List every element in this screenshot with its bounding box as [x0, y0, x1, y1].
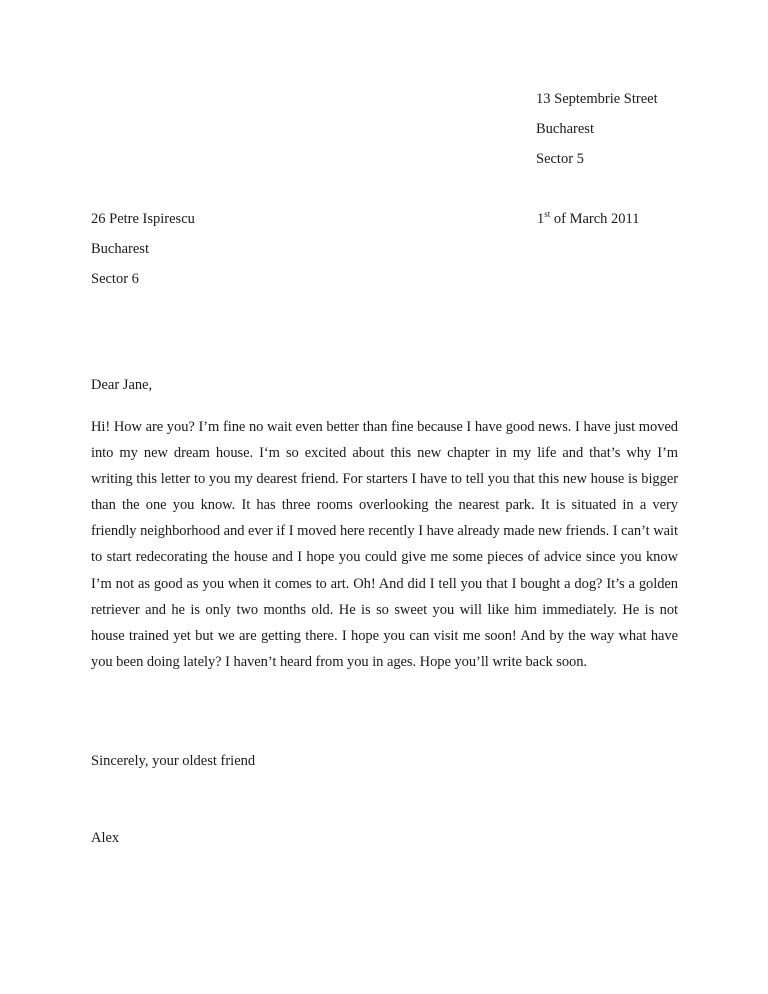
date-suffix: st: [544, 209, 551, 219]
salutation: Dear Jane,: [91, 377, 153, 393]
sender-street: 13 Septembrie Street: [536, 91, 658, 107]
recipient-address: [91, 210, 195, 300]
sender-sector: Sector 5: [536, 151, 584, 167]
letter-body: Hi! How are you? I’m fine no wait even better than fine because I have good news. I have just moved into my new dream house. I‘m so excited about this new chapter in my life and that’s why I’m writing this letter to you my dearest friend. For starters I have to tell you that this new house is bigger than the one you know. It has three rooms overlooking the nearest park. It is situated in a very friendly neighborhood and ever if I moved here recently I have already made new friends. I can’t wait to start redecorating the house and I hope you could give me some pieces of advice since you know I’m not as good as you when it comes to art. Oh! And did I tell you that I bought a dog? It’s a golden retriever and he is only two months old. He is so sweet you will like him immediately. He is not house trained yet but we are getting there. I hope you can visit me soon! And by the way what have you been doing lately? I haven’t heard from you in ages. Hope you’ll write back soon.: [91, 419, 678, 670]
letter-date: [537, 210, 640, 228]
recipient-sector: Sector 6: [91, 271, 139, 287]
signature: Alex: [91, 830, 120, 846]
sender-city: Bucharest: [536, 121, 594, 137]
recipient-street: 26 Petre Ispirescu: [91, 211, 195, 227]
closing: Sincerely, your oldest friend: [91, 753, 256, 769]
sender-address: [536, 90, 658, 180]
date-rest: of March 2011: [550, 211, 640, 227]
recipient-city: Bucharest: [91, 241, 149, 257]
date-day: 1: [537, 211, 545, 227]
